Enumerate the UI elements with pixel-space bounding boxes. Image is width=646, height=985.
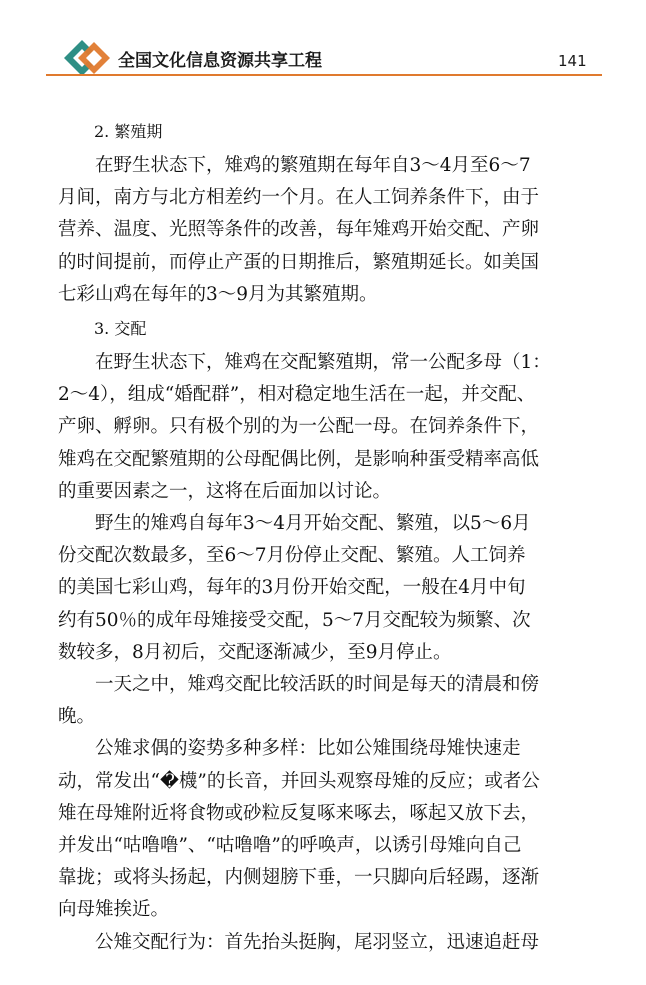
header-title: 全国文化信息资源共享工程 xyxy=(118,51,322,71)
page-body xyxy=(58,120,583,959)
text-line: 动，常发出“�櫗”的长音，并回头观察母雉的反应；或者公 xyxy=(58,770,540,792)
text-line: 营养、温度、光照等条件的改善，每年雉鸡开始交配、产卵 xyxy=(58,219,540,241)
text-line: 的重要因素之一，这将在后面加以讨论。 xyxy=(58,480,392,502)
text-line: 数较多，8月初后，交配逐渐减少，至9月停止。 xyxy=(58,641,452,663)
text-line: 的时间提前，而停止产蛋的日期推后，繁殖期延长。如美国 xyxy=(58,251,540,273)
text-line: 产卵、孵卵。只有极个别的为一公配一母。在饲养条件下， xyxy=(58,416,540,438)
text-line: 并发出“咕噜噜”、“咕噜噜”的呼唤声，以诱引母雉向自己 xyxy=(58,835,522,857)
text-line: 在野生状态下，雉鸡在交配繁殖期，常一公配多母（1： xyxy=(95,352,551,374)
text-line: 约有50％的成年母雉接受交配，5～7月交配较为频繁、次 xyxy=(58,609,531,631)
text-line: 雉鸡在交配繁殖期的公母配偶比例，是影响种蛋受精率高低 xyxy=(58,448,540,470)
header-divider xyxy=(46,74,602,76)
text-line: 月间，南方与北方相差约一个月。在人工饲养条件下，由于 xyxy=(58,187,540,209)
page-number: 141 xyxy=(558,52,587,70)
text-line: 靠拢；或将头扬起，内侧翅膀下垂，一只脚向后轻踢，逐渐 xyxy=(58,867,540,889)
text-line: 份交配次数最多，至6～7月份停止交配、繁殖。人工饲养 xyxy=(58,545,526,567)
text-line: 在野生状态下，雉鸡的繁殖期在每年自3～4月至6～7 xyxy=(95,155,531,176)
paragraph xyxy=(58,347,583,508)
text-line: 向母雉挨近。 xyxy=(58,899,170,921)
paragraph xyxy=(58,669,583,733)
text-line: 雉在母雉附近将食物或砂粒反复啄来啄去，啄起又放下去， xyxy=(58,802,540,824)
paragraph xyxy=(58,927,583,959)
diamond-logo-icon xyxy=(62,38,114,78)
text-line: 公雉交配行为：首先抬头挺胸，尾羽竖立，迅速追赶母 xyxy=(95,931,540,953)
text-line: 七彩山鸡在每年的3～9月为其繁殖期。 xyxy=(58,283,378,305)
text-line: 2～4），组成“婚配群”，相对稳定地生活在一起，并交配、 xyxy=(58,384,536,406)
text-line: 公雉求偶的姿势多种多样：比如公雉围绕母雉快速走 xyxy=(95,738,521,760)
page-header xyxy=(0,0,646,90)
text-line: 野生的雉鸡自每年3～4月开始交配、繁殖，以5～6月 xyxy=(95,513,531,535)
text-line: 一天之中，雉鸡交配比较活跃的时间是每天的清晨和傍 xyxy=(95,674,540,696)
text-line: 晚。 xyxy=(58,706,96,728)
paragraph xyxy=(58,150,583,311)
text-line: 的美国七彩山鸡，每年的3月份开始交配，一般在4月中旬 xyxy=(58,577,526,599)
section-heading-mating: 3. 交配 xyxy=(94,319,147,339)
paragraph xyxy=(58,733,583,926)
section-heading-breeding: 2. 繁殖期 xyxy=(94,122,163,141)
paragraph xyxy=(58,508,583,669)
